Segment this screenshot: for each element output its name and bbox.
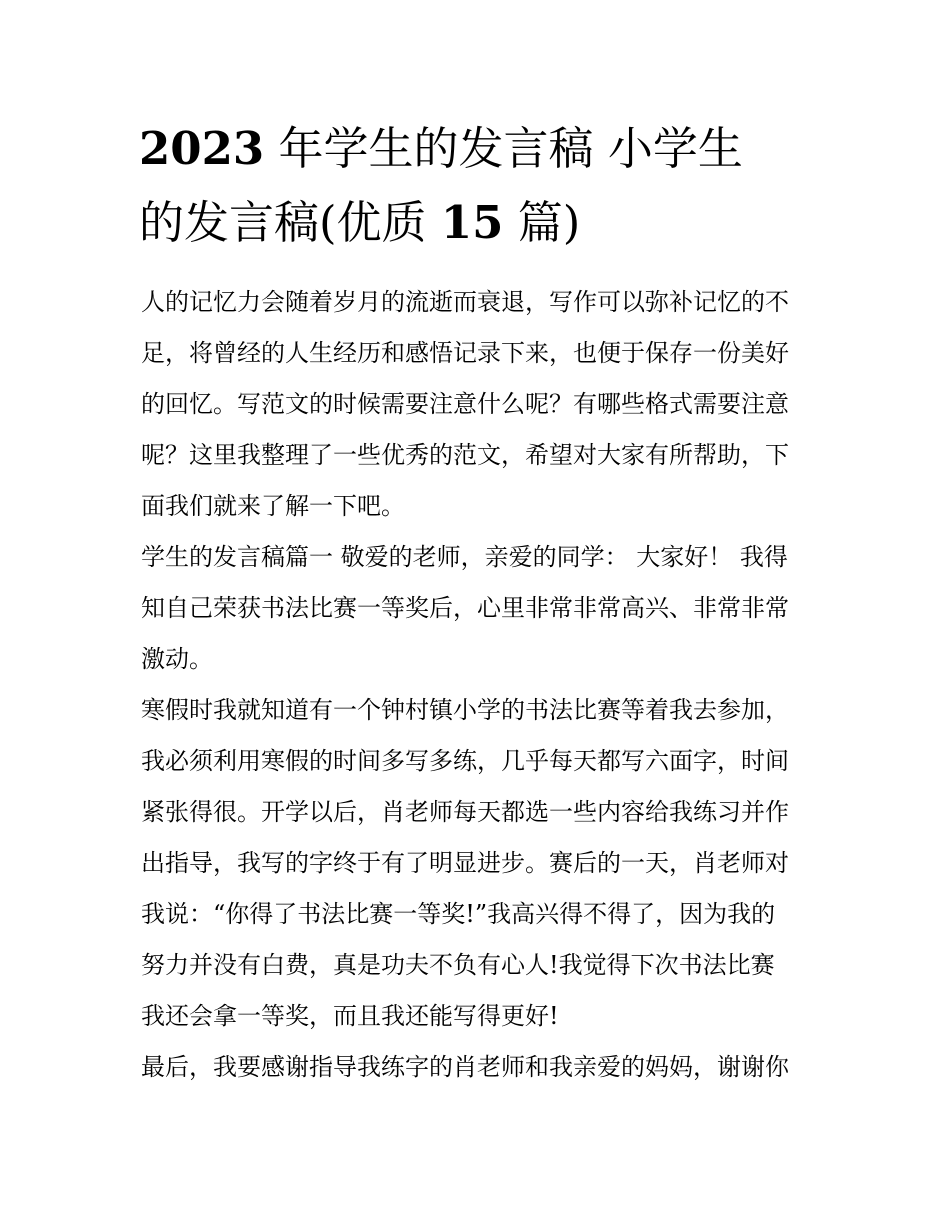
- text-line: 紧张得很。开学以后，肖老师每天都选一些内容给我练习并作: [141, 798, 789, 826]
- text-line: 呢？这里我整理了一些优秀的范文，希望对大家有所帮助，下: [141, 441, 789, 469]
- text-line: 知自己荣获书法比赛一等奖后，心里非常非常高兴、非常非常: [141, 594, 789, 622]
- title-line-1: [139, 112, 819, 186]
- text-line: 我还会拿一等奖，而且我还能写得更好!: [141, 1002, 559, 1030]
- title-count: 15: [440, 196, 504, 249]
- text-line: 寒假时我就知道有一个钟村镇小学的书法比赛等着我去参加，: [141, 696, 789, 724]
- text-line: 的回忆。写范文的时候需要注意什么呢？有哪些格式需要注意: [141, 390, 789, 418]
- text-line: 我必须利用寒假的时间多写多练，几乎每天都写六面字，时间: [141, 747, 789, 775]
- text-line: 激动。: [141, 645, 213, 673]
- text-line: 出指导，我写的字终于有了明显进步。赛后的一天，肖老师对: [141, 849, 789, 877]
- title-line-1-text: 年学生的发言稿 小学生: [264, 122, 743, 175]
- title-line-2: [139, 186, 819, 260]
- title-line-2-text-b: 篇): [503, 196, 581, 249]
- text-line: 努力并没有白费，真是功夫不负有心人!我觉得下次书法比赛: [141, 951, 775, 979]
- title-year: 2023: [139, 122, 265, 175]
- text-line: 我说：“你得了书法比赛一等奖!”我高兴得不得了，因为我的: [141, 900, 776, 928]
- text-line: 人的记忆力会随着岁月的流逝而衰退，写作可以弥补记忆的不: [141, 288, 789, 316]
- text-line: 学生的发言稿篇一 敬爱的老师，亲爱的同学： 大家好！ 我得: [141, 543, 788, 571]
- text-line: 面我们就来了解一下吧。: [141, 492, 405, 520]
- text-line: 足，将曾经的人生经历和感悟记录下来，也便于保存一份美好: [141, 339, 789, 367]
- document-body: [141, 277, 821, 1093]
- title-line-2-text-a: 的发言稿(优质: [139, 196, 441, 249]
- document-title: [139, 112, 819, 260]
- text-line: 最后，我要感谢指导我练字的肖老师和我亲爱的妈妈，谢谢你: [141, 1053, 789, 1081]
